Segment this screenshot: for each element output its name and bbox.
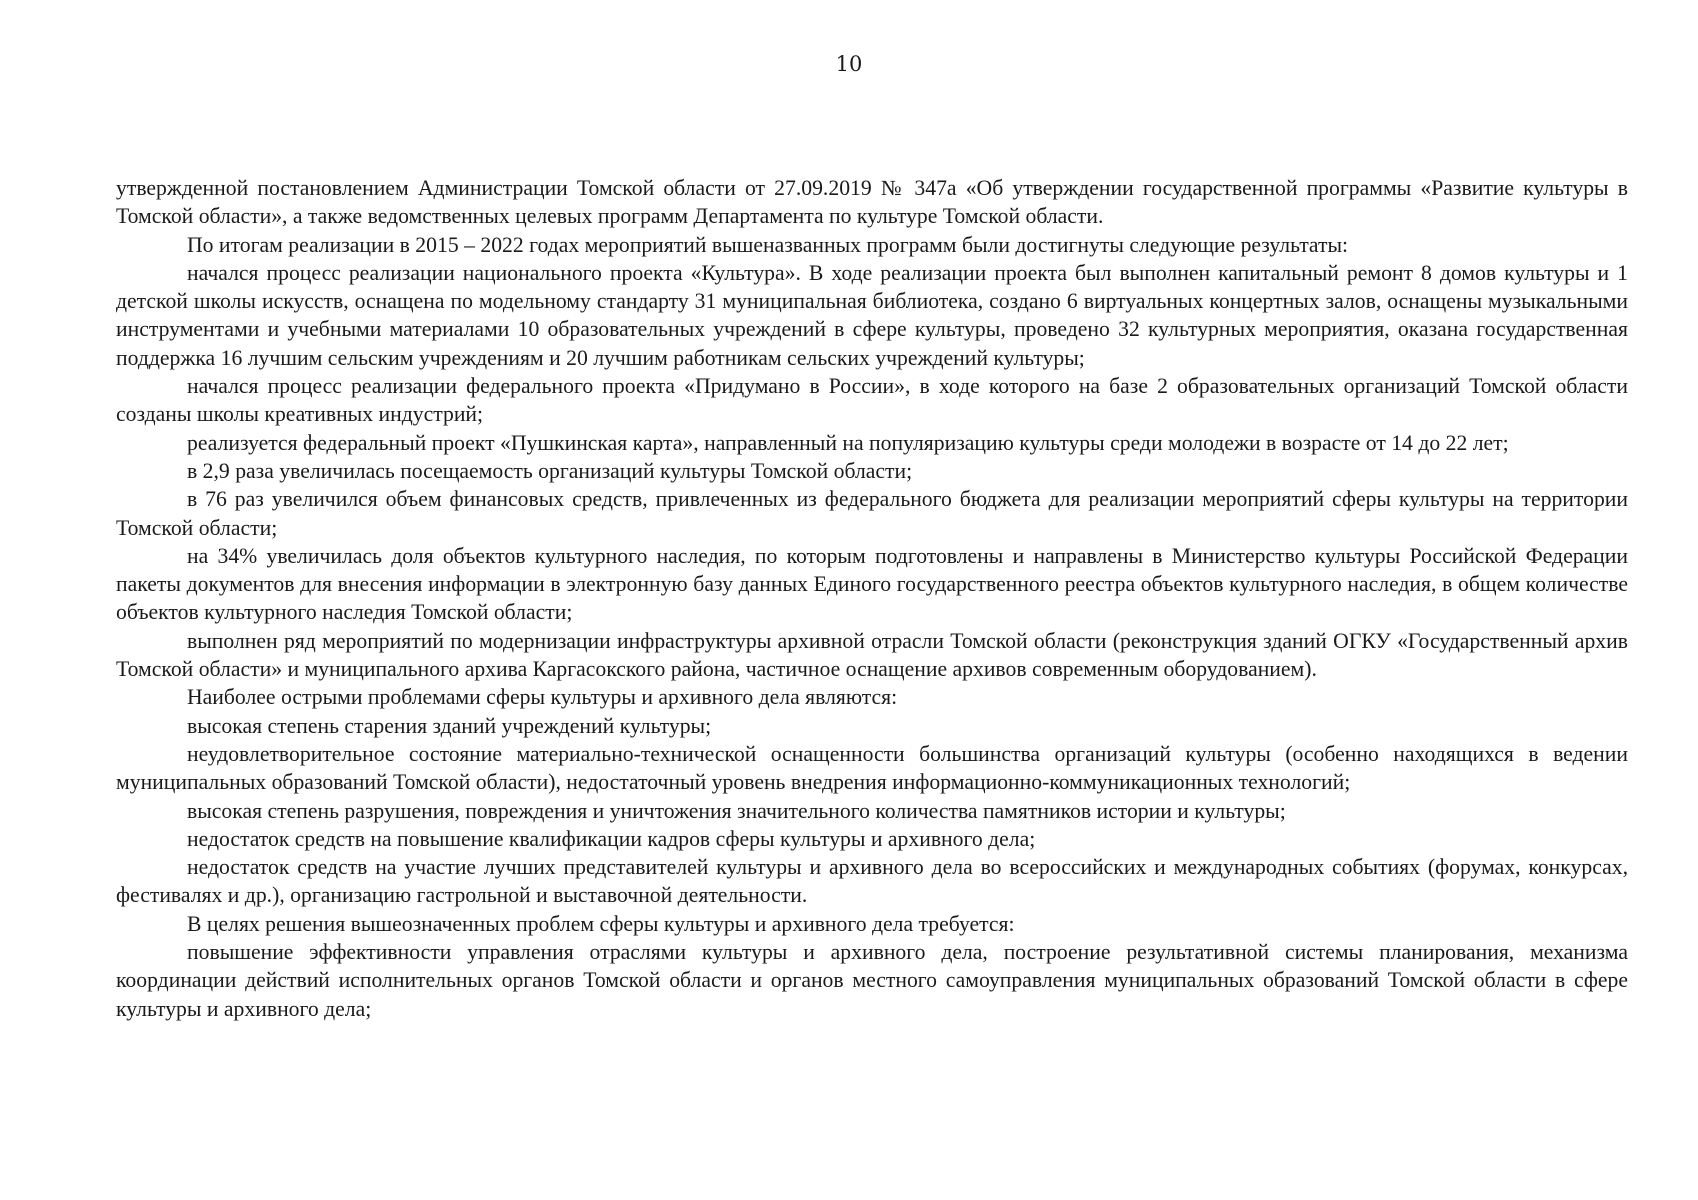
paragraph-pushkin-card: реализуется федеральный проект «Пушкинская карта», направленный на популяризацию культуры среди молодежи в возрасте от 14 до 22 лет; [187,430,1509,455]
document-body [116,174,1628,1023]
paragraph-program-reference: утвержденной постановлением Администрации Томской области от 27.09.2019 № 347а «Об утверждении государственной программы «Развитие культуры в Томской области», а также ведомственных целевых программ Департамента по культуре Томской области. [116,176,1628,229]
paragraph-federal-project-invented-in-russia: начался процесс реализации федерального проекта «Придумано в России», в ходе которого на базе 2 образовательных организаций Томской области созданы школы креативных индустрий; [116,374,1628,427]
paragraph-problem-equipment: неудовлетворительное состояние материально-технической оснащенности большинства организаций культуры (особенно находящихся в ведении муниципальных образований Томской области), недостаточный уровень внедрения информационно-коммуникационных технологий; [116,741,1628,795]
paragraph-national-project: начался процесс реализации национального проекта «Культура». В ходе реализации проекта был выполнен капитальный ремонт 8 домов культуры и 1 детской школы искусств, оснащена по модельному стандарту 31 муниципальная библиотека, создано 6 виртуальных концертных залов, оснащены музыкальными инструментами и учебными материалами 10 образовательных учреждений в сфере культуры, проведено 32 культурных мероприятия, оказана государственная поддержка 16 лучшим сельским учреждениям и 20 лучшим работникам сельских учреждений культуры; [116,260,1628,370]
paragraph-attendance-growth: в 2,9 раза увеличилась посещаемость организаций культуры Томской области; [187,458,913,483]
paragraph-problem-building-aging: высокая степень старения зданий учреждений культуры; [187,713,712,738]
paragraph-archive-modernization: выполнен ряд мероприятий по модернизации инфраструктуры архивной отрасли Томской области (реконструкция зданий ОГКУ «Государственный архив Томской области» и муниципального архива Каргасокского района, частичное оснащение архивов современным оборудованием). [116,628,1628,682]
paragraph-federal-funding-growth: в 76 раз увеличился объем финансовых средств, привлеченных из федерального бюджета для реализации мероприятий сферы культуры на территории Томской области; [116,487,1628,540]
paragraph-problem-training-funds: недостаток средств на повышение квалификации кадров сферы культуры и архивного дела; [187,826,1036,851]
paragraph-problems-intro: Наиболее острыми проблемами сферы культуры и архивного дела являются: [187,685,898,710]
paragraph-results-intro: По итогам реализации в 2015 – 2022 годах мероприятий вышеназванных программ были достигнуты следующие результаты: [187,232,1349,257]
paragraph-problem-event-participation: недостаток средств на участие лучших представителей культуры и архивного дела во всероссийских и международных событиях (форумах, конкурсах, фестивалях и др.), организацию гастрольной и выставочной деятельности. [116,855,1628,908]
page-number: 10 [835,52,863,76]
paragraph-cultural-heritage-share: на 34% увеличилась доля объектов культурного наследия, по которым подготовлены и направлены в Министерство культуры Российской Федерации пакеты документов для внесения информации в электронную базу данных Единого государственного реестра объектов культурного наследия, в общем количестве объектов культурного наследия Томской области; [116,543,1628,625]
paragraph-solution-management-efficiency: повышение эффективности управления отраслями культуры и архивного дела, построение результативной системы планирования, механизма координации действий исполнительных органов Томской области и органов местного самоуправления муниципальных образований Томской области в сфере культуры и архивного дела; [116,940,1628,1021]
paragraph-solutions-intro: В целях решения вышеозначенных проблем сферы культуры и архивного дела требуется: [187,911,1015,936]
paragraph-problem-monument-destruction: высокая степень разрушения, повреждения и уничтожения значительного количества памятников истории и культуры; [187,798,1286,823]
